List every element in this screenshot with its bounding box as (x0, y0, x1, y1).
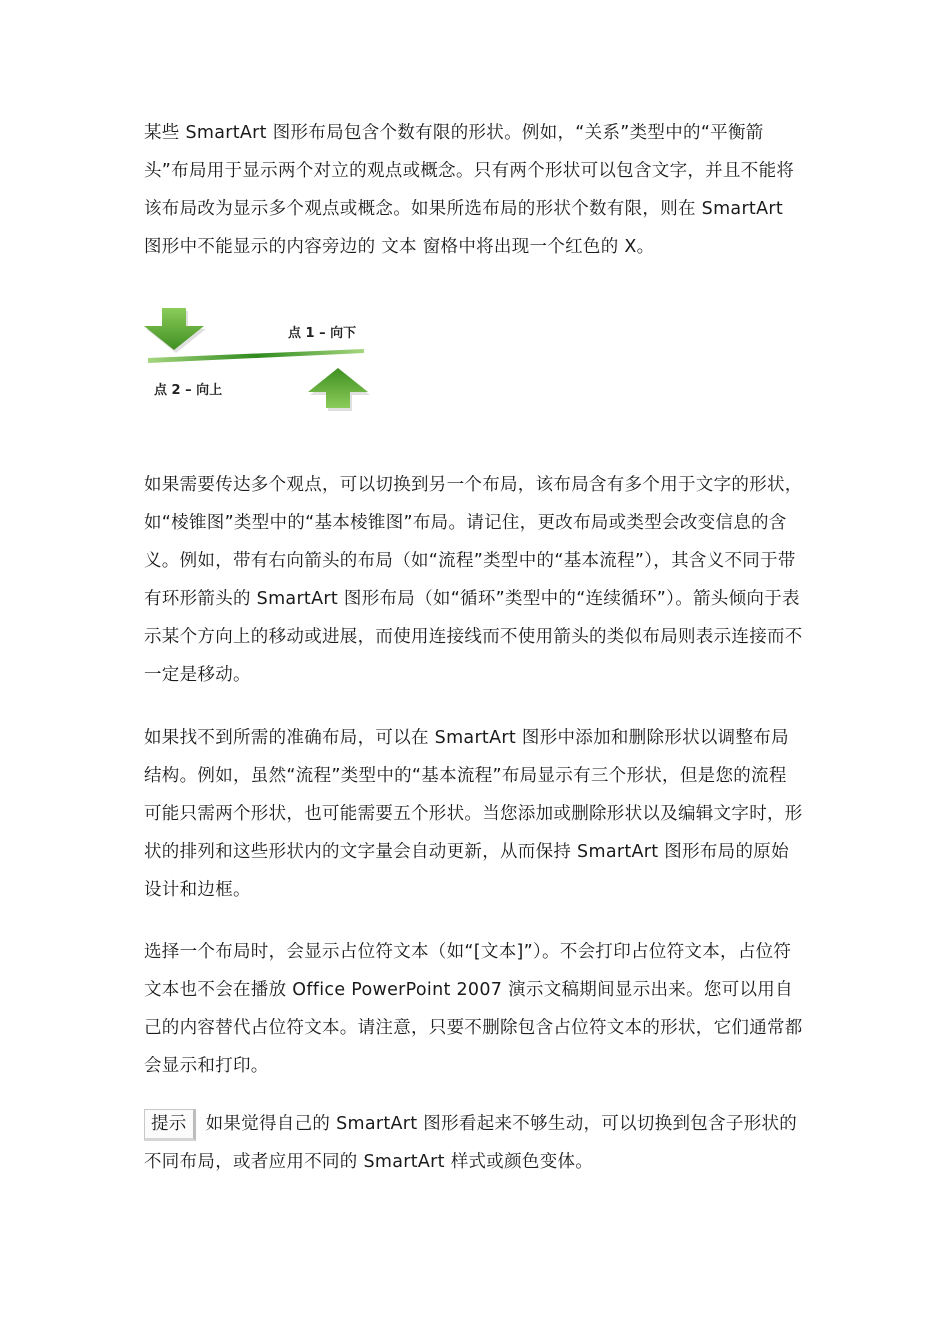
balance-line (148, 349, 364, 363)
paragraph-1: 某些 SmartArt 图形布局包含个数有限的形状。例如，“关系”类型中的“平衡箭头”布局用于显示两个对立的观点或概念。只有两个形状可以包含文字，并且不能将该布局改为显示多个观点或概念。如果所选布局的形状个数有限，则在 SmartArt 图形中不能显示的内容旁边的 文本 窗格中将出现一个红色的 X。 (144, 123, 795, 257)
paragraph-2: 如果需要传达多个观点，可以切换到另一个布局，该布局含有多个用于文字的形状，如“棱锥图”类型中的“基本棱锥图”布局。请记住，更改布局或类型会改变信息的含义。例如，带有右向箭头的布局（如“流程”类型中的“基本流程”），其含义不同于带有环形箭头的 SmartArt 图形布局（如“循环”类型中的“连续循环”）。箭头倾向于表示某个方向上的移动或进展，而使用连接线而不使用箭头的类似布局则表示连接而不一定是移动。 (144, 475, 803, 685)
up-arrow-icon (308, 368, 370, 411)
tip-text: 如果觉得自己的 SmartArt 图形看起来不够生动，可以切换到包含子形状的不同布局，或者应用不同的 SmartArt 样式或颜色变体。 (144, 1114, 798, 1172)
paragraph-3: 如果找不到所需的准确布局，可以在 SmartArt 图形中添加和删除形状以调整布局结构。例如，虽然“流程”类型中的“基本流程”布局显示有三个形状，但是您的流程可能只需两个形状，也可能需要五个形状。当您添加或删除形状以及编辑文字时，形状的排列和这些形状内的文字量会自动更新，从而保持 SmartArt 图形布局的原始设计和边框。 (144, 728, 803, 900)
point-2-label: 点 2 – 向上 (154, 383, 223, 398)
down-arrow-icon (144, 308, 206, 353)
tip-label: 提示 (144, 1109, 196, 1141)
tip-paragraph (144, 1105, 804, 1181)
balance-arrows-diagram (140, 300, 380, 420)
paragraph-4: 选择一个布局时，会显示占位符文本（如“[文本]”）。不会打印占位符文本，占位符文本也不会在播放 Office PowerPoint 2007 演示文稿期间显示出来。您可以用自己的内容替代占位符文本。请注意，只要不删除包含占位符文本的形状，它们通常都会显示和打印。 (144, 942, 803, 1076)
point-1-label: 点 1 – 向下 (288, 326, 357, 341)
balance-arrows-graphic (140, 300, 380, 420)
